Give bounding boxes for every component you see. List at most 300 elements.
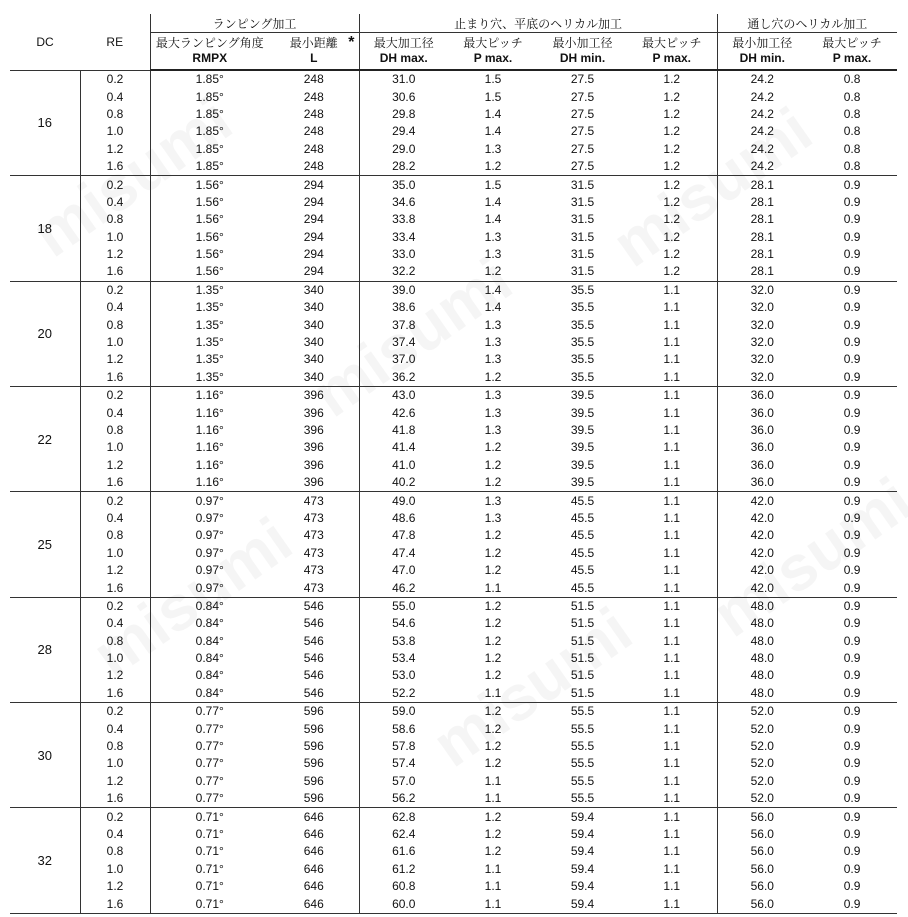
dh-min-blind-cell: 45.5 <box>538 579 627 597</box>
table-row <box>10 527 897 544</box>
dc-cell: 18 <box>10 176 80 281</box>
p-max-blind-cell: 1.2 <box>484 528 502 543</box>
l-cell: 646 <box>303 879 324 894</box>
re-cell: 0.2 <box>80 387 150 405</box>
dh-min-through-cell: 42.0 <box>717 562 807 579</box>
p-max-through-cell: 0.9 <box>843 598 861 613</box>
p-max-blind-cell: 1.2 <box>448 263 538 281</box>
re-cell: 1.6 <box>80 685 150 703</box>
table-row <box>10 351 897 368</box>
table-row <box>10 474 897 492</box>
p-max-blind-cell: 1.3 <box>484 423 502 437</box>
dh-max-cell: 28.2 <box>359 158 448 176</box>
p-max-blind-cell: 1.2 <box>484 756 502 771</box>
p-max-blind-cell: 1.4 <box>484 212 502 227</box>
dh-min-through-cell: 28.1 <box>717 176 807 194</box>
p-max-blind-2-cell: 1.1 <box>627 685 717 703</box>
table-row <box>10 281 897 299</box>
l-cell: 473 <box>303 528 324 543</box>
group-header-through-helical: 通し穴のヘリカル加工 <box>717 14 897 33</box>
dh-min-blind-cell: 27.5 <box>570 89 595 104</box>
table-row <box>10 176 897 194</box>
p-max-through-cell: 0.9 <box>807 474 897 492</box>
l-cell: 340 <box>303 335 324 350</box>
dh-max-cell: 55.0 <box>359 597 448 615</box>
dh-max-cell: 41.0 <box>359 457 448 474</box>
p-max-blind-cell: 1.4 <box>484 194 502 209</box>
l-cell: 546 <box>303 668 324 683</box>
l-cell: 396 <box>303 440 324 455</box>
dc-cell: 30 <box>10 703 80 808</box>
rmpx-cell: 1.16° <box>150 422 269 439</box>
rmpx-cell: 0.77° <box>150 790 269 808</box>
rmpx-cell: 0.71° <box>150 861 269 878</box>
dh-min-through-cell: 56.0 <box>717 861 807 878</box>
dh-min-through-cell: 36.0 <box>717 439 807 456</box>
dh-min-blind-cell: 31.5 <box>570 177 595 192</box>
p-max-blind-cell: 1.2 <box>484 563 502 578</box>
re-cell: 0.4 <box>80 510 150 527</box>
dh-max-cell: 30.6 <box>359 88 448 105</box>
col-header-dh-max: 最大加工径 DH max. <box>359 33 448 71</box>
l-cell: 248 <box>303 124 324 139</box>
p-max-blind-cell: 1.2 <box>448 474 538 492</box>
l-cell: 248 <box>303 89 324 104</box>
dh-min-through-cell: 24.2 <box>717 88 807 105</box>
l-cell: 596 <box>303 704 324 719</box>
re-cell: 1.6 <box>80 158 150 176</box>
dh-min-blind-cell: 55.5 <box>570 739 595 754</box>
table-row <box>10 615 897 632</box>
col-header-rmpx: 最大ランピング角度 RMPX <box>150 33 269 71</box>
col-header-p-max-through: 最大ピッチ P max. <box>807 33 897 71</box>
dh-max-cell: 57.4 <box>359 755 448 772</box>
table-row <box>10 70 897 88</box>
dh-min-through-cell: 42.0 <box>717 510 807 527</box>
p-max-through-cell: 0.9 <box>843 457 861 472</box>
dh-min-blind-cell: 55.5 <box>570 773 595 788</box>
re-cell: 1.2 <box>80 562 150 579</box>
dh-max-cell: 62.8 <box>359 808 448 826</box>
dc-cell: 20 <box>10 281 80 386</box>
rmpx-cell: 1.35° <box>150 281 269 299</box>
l-cell: 596 <box>303 773 324 788</box>
dh-min-through-cell: 56.0 <box>717 895 807 913</box>
table-row <box>10 106 897 123</box>
p-max-blind-cell: 1.1 <box>448 790 538 808</box>
col-header-l: 最小距離 L * <box>269 33 359 71</box>
dh-max-cell: 57.8 <box>359 738 448 755</box>
dh-max-cell: 46.2 <box>359 579 448 597</box>
rmpx-cell: 1.56° <box>150 246 269 263</box>
table-row <box>10 229 897 246</box>
dh-max-cell: 33.4 <box>359 229 448 246</box>
p-max-through-cell: 0.9 <box>843 317 861 332</box>
l-cell: 473 <box>303 563 324 578</box>
col-header-dh-min-blind: 最小加工径 DH min. <box>538 33 627 71</box>
table-row <box>10 790 897 808</box>
rmpx-cell: 1.85° <box>150 141 269 158</box>
dh-min-blind-cell: 39.5 <box>570 405 595 420</box>
p-max-blind-cell: 1.2 <box>484 651 502 666</box>
table-row <box>10 510 897 527</box>
l-cell: 596 <box>269 790 359 808</box>
l-cell: 396 <box>303 423 324 437</box>
re-cell: 0.2 <box>80 597 150 615</box>
dh-min-through-cell: 48.0 <box>717 615 807 632</box>
p-max-through-cell: 0.9 <box>843 844 861 859</box>
p-max-blind-2-cell: 1.1 <box>627 579 717 597</box>
p-max-through-cell: 0.9 <box>843 739 861 754</box>
p-max-blind-2-cell: 1.1 <box>663 317 681 332</box>
re-cell: 1.6 <box>80 263 150 281</box>
p-max-through-cell: 0.9 <box>843 212 861 227</box>
dh-min-blind-cell: 55.5 <box>538 790 627 808</box>
p-max-blind-2-cell: 1.1 <box>663 668 681 683</box>
table-row <box>10 633 897 650</box>
l-cell: 596 <box>303 721 324 736</box>
dc-header: DC <box>10 14 80 70</box>
p-max-blind-cell: 1.3 <box>484 493 502 508</box>
dh-min-through-cell: 24.2 <box>717 106 807 123</box>
re-header: RE <box>80 14 150 70</box>
p-max-through-cell: 0.9 <box>843 194 861 209</box>
re-cell: 0.8 <box>80 633 150 650</box>
p-max-blind-2-cell: 1.2 <box>627 263 717 281</box>
dh-min-through-cell: 28.1 <box>717 263 807 281</box>
p-max-blind-cell: 1.1 <box>448 895 538 913</box>
p-max-blind-cell: 1.4 <box>484 106 502 121</box>
dh-min-through-cell: 36.0 <box>717 422 807 439</box>
re-cell: 0.8 <box>80 843 150 860</box>
p-max-blind-cell: 1.3 <box>484 317 502 332</box>
dh-min-through-cell: 48.0 <box>717 650 807 667</box>
dh-min-blind-cell: 51.5 <box>570 616 595 631</box>
table-row <box>10 579 897 597</box>
p-max-through-cell: 0.9 <box>843 247 861 262</box>
rmpx-cell: 0.84° <box>150 597 269 615</box>
rmpx-cell: 0.84° <box>150 633 269 650</box>
rmpx-cell: 1.85° <box>150 88 269 105</box>
p-max-blind-2-cell: 1.2 <box>663 72 681 87</box>
table-row <box>10 878 897 895</box>
p-max-through-cell: 0.8 <box>807 158 897 176</box>
table-row <box>10 422 897 439</box>
dh-min-blind-cell: 55.5 <box>570 704 595 719</box>
dh-max-cell: 61.6 <box>359 843 448 860</box>
re-cell: 1.6 <box>80 790 150 808</box>
p-max-blind-cell: 1.2 <box>484 668 502 683</box>
dh-min-blind-cell: 35.5 <box>538 369 627 387</box>
table-row <box>10 895 897 913</box>
rmpx-cell: 0.77° <box>150 738 269 755</box>
dh-max-cell: 60.0 <box>359 895 448 913</box>
p-max-blind-2-cell: 1.2 <box>663 89 681 104</box>
dh-min-blind-cell: 35.5 <box>570 300 595 315</box>
p-max-through-cell: 0.9 <box>843 809 861 824</box>
dh-max-cell: 42.6 <box>359 404 448 421</box>
dh-min-blind-cell: 59.4 <box>570 844 595 859</box>
p-max-through-cell: 0.9 <box>843 510 861 525</box>
dh-min-blind-cell: 55.5 <box>570 721 595 736</box>
table-row <box>10 439 897 456</box>
dh-min-blind-cell: 45.5 <box>570 545 595 560</box>
rmpx-cell: 0.84° <box>150 685 269 703</box>
table-row <box>10 667 897 684</box>
p-max-blind-2-cell: 1.1 <box>663 352 681 367</box>
p-max-blind-2-cell: 1.1 <box>663 861 681 876</box>
dh-min-blind-cell: 55.5 <box>570 756 595 771</box>
p-max-blind-cell: 1.2 <box>484 440 502 455</box>
dh-max-cell: 33.0 <box>359 246 448 263</box>
re-cell: 1.0 <box>80 650 150 667</box>
re-cell: 0.2 <box>80 176 150 194</box>
table-row <box>10 703 897 721</box>
l-cell: 646 <box>303 826 324 841</box>
dc-cell: 28 <box>10 597 80 702</box>
l-cell: 546 <box>269 685 359 703</box>
dh-min-blind-cell: 59.4 <box>570 879 595 894</box>
l-cell: 340 <box>269 369 359 387</box>
rmpx-cell: 1.35° <box>150 316 269 333</box>
p-max-blind-cell: 1.2 <box>448 158 538 176</box>
p-max-blind-2-cell: 1.1 <box>663 598 681 613</box>
l-cell: 294 <box>303 194 324 209</box>
p-max-blind-2-cell: 1.1 <box>663 633 681 648</box>
table-row <box>10 141 897 158</box>
table-row <box>10 755 897 772</box>
p-max-blind-cell: 1.1 <box>484 773 502 788</box>
rmpx-cell: 1.85° <box>150 106 269 123</box>
rmpx-cell: 1.35° <box>150 334 269 351</box>
p-max-blind-2-cell: 1.1 <box>663 879 681 894</box>
re-cell: 1.0 <box>80 545 150 562</box>
dh-max-cell: 33.8 <box>359 211 448 228</box>
p-max-blind-2-cell: 1.1 <box>663 616 681 631</box>
p-max-blind-cell: 1.5 <box>484 89 502 104</box>
dh-max-cell: 37.0 <box>359 351 448 368</box>
dh-min-blind-cell: 35.5 <box>570 335 595 350</box>
l-cell: 294 <box>303 212 324 227</box>
dh-min-through-cell: 32.0 <box>717 281 807 299</box>
l-cell: 546 <box>303 633 324 648</box>
p-max-blind-cell: 1.2 <box>484 616 502 631</box>
p-max-blind-2-cell: 1.2 <box>663 177 681 192</box>
p-max-blind-2-cell: 1.2 <box>663 106 681 121</box>
re-cell: 1.2 <box>80 457 150 474</box>
p-max-through-cell: 0.9 <box>843 440 861 455</box>
rmpx-cell: 0.97° <box>150 527 269 544</box>
table-row <box>10 457 897 474</box>
p-max-blind-2-cell: 1.1 <box>663 545 681 560</box>
rmpx-cell: 1.16° <box>150 474 269 492</box>
dh-min-through-cell: 52.0 <box>717 738 807 755</box>
rmpx-cell: 1.16° <box>150 404 269 421</box>
table-row <box>10 826 897 843</box>
p-max-blind-cell: 1.2 <box>484 598 502 613</box>
dh-max-cell: 60.8 <box>359 878 448 895</box>
p-max-blind-cell: 1.1 <box>484 879 502 894</box>
rmpx-cell: 1.85° <box>150 70 269 88</box>
dh-min-blind-cell: 27.5 <box>570 72 595 87</box>
table-row <box>10 545 897 562</box>
p-max-blind-2-cell: 1.1 <box>627 369 717 387</box>
rmpx-cell: 1.56° <box>150 263 269 281</box>
p-max-blind-cell: 1.2 <box>484 545 502 560</box>
l-cell: 396 <box>303 388 324 403</box>
re-cell: 1.0 <box>80 861 150 878</box>
dh-min-blind-cell: 59.4 <box>570 809 595 824</box>
p-max-blind-cell: 1.2 <box>484 739 502 754</box>
p-max-through-cell: 0.9 <box>807 579 897 597</box>
re-cell: 0.8 <box>80 211 150 228</box>
p-max-blind-cell: 1.1 <box>448 579 538 597</box>
l-cell: 646 <box>303 844 324 859</box>
dh-max-cell: 29.0 <box>359 141 448 158</box>
dh-max-cell: 37.4 <box>359 334 448 351</box>
p-max-blind-2-cell: 1.1 <box>663 405 681 420</box>
re-cell: 1.2 <box>80 878 150 895</box>
p-max-through-cell: 0.9 <box>843 633 861 648</box>
table-row <box>10 404 897 421</box>
p-max-through-cell: 0.9 <box>843 826 861 841</box>
l-cell: 546 <box>303 598 324 613</box>
dh-min-through-cell: 52.0 <box>717 790 807 808</box>
dh-max-cell: 56.2 <box>359 790 448 808</box>
dh-min-blind-cell: 35.5 <box>570 317 595 332</box>
re-cell: 0.2 <box>80 703 150 721</box>
dh-min-blind-cell: 39.5 <box>570 388 595 403</box>
dh-min-blind-cell: 51.5 <box>570 651 595 666</box>
dh-min-blind-cell: 27.5 <box>570 141 595 156</box>
l-cell: 294 <box>303 247 324 262</box>
dh-max-cell: 32.2 <box>359 263 448 281</box>
l-cell: 248 <box>269 158 359 176</box>
dh-max-cell: 38.6 <box>359 299 448 316</box>
dh-max-cell: 53.0 <box>359 667 448 684</box>
l-cell: 596 <box>303 756 324 771</box>
dh-max-cell: 47.4 <box>359 545 448 562</box>
l-cell: 646 <box>303 861 324 876</box>
dh-max-cell: 29.8 <box>359 106 448 123</box>
table-row <box>10 720 897 737</box>
dh-max-cell: 48.6 <box>359 510 448 527</box>
dh-max-cell: 36.2 <box>359 369 448 387</box>
table-row <box>10 597 897 615</box>
p-max-blind-cell: 1.4 <box>484 282 502 297</box>
dh-min-blind-cell: 39.5 <box>538 474 627 492</box>
re-cell: 0.2 <box>80 70 150 88</box>
p-max-blind-2-cell: 1.1 <box>663 300 681 315</box>
table-row <box>10 843 897 860</box>
rmpx-cell: 1.56° <box>150 194 269 211</box>
dh-max-cell: 40.2 <box>359 474 448 492</box>
p-max-blind-2-cell: 1.1 <box>627 790 717 808</box>
l-cell: 596 <box>303 739 324 754</box>
re-cell: 1.6 <box>80 579 150 597</box>
p-max-through-cell: 0.8 <box>843 141 861 156</box>
dh-min-through-cell: 32.0 <box>717 316 807 333</box>
dh-min-through-cell: 36.0 <box>717 457 807 474</box>
dh-min-blind-cell: 31.5 <box>570 247 595 262</box>
l-cell: 473 <box>269 579 359 597</box>
dh-min-through-cell: 48.0 <box>717 633 807 650</box>
table-row <box>10 158 897 176</box>
p-max-through-cell: 0.9 <box>843 405 861 420</box>
p-max-blind-cell: 1.2 <box>484 844 502 859</box>
l-cell: 248 <box>303 106 324 121</box>
p-max-blind-cell: 1.1 <box>484 861 502 876</box>
rmpx-cell: 0.77° <box>150 720 269 737</box>
re-cell: 0.4 <box>80 88 150 105</box>
col-header-p-max-blind: 最大ピッチ P max. <box>448 33 538 71</box>
dh-max-cell: 54.6 <box>359 615 448 632</box>
dh-min-through-cell: 36.0 <box>717 404 807 421</box>
dh-min-through-cell: 48.0 <box>717 667 807 684</box>
dh-min-through-cell: 36.0 <box>717 474 807 492</box>
dh-min-blind-cell: 27.5 <box>538 158 627 176</box>
dh-max-cell: 41.4 <box>359 439 448 456</box>
p-max-through-cell: 0.9 <box>843 423 861 437</box>
rmpx-cell: 0.71° <box>150 843 269 860</box>
re-cell: 1.6 <box>80 895 150 913</box>
spec-table <box>10 14 897 914</box>
dh-max-cell: 35.0 <box>359 176 448 194</box>
dh-min-through-cell: 52.0 <box>717 720 807 737</box>
p-max-blind-2-cell: 1.2 <box>663 124 681 139</box>
p-max-through-cell: 0.9 <box>843 756 861 771</box>
p-max-through-cell: 0.9 <box>807 685 897 703</box>
p-max-through-cell: 0.9 <box>843 616 861 631</box>
group-header-blind-helical: 止まり穴、平底のヘリカル加工 <box>359 14 717 33</box>
table-row <box>10 123 897 140</box>
dh-max-cell: 52.2 <box>359 685 448 703</box>
p-max-blind-2-cell: 1.1 <box>663 809 681 824</box>
re-cell: 1.0 <box>80 439 150 456</box>
l-cell: 294 <box>303 229 324 244</box>
p-max-through-cell: 0.9 <box>843 300 861 315</box>
p-max-blind-2-cell: 1.1 <box>663 440 681 455</box>
p-max-through-cell: 0.9 <box>843 493 861 508</box>
table-row <box>10 369 897 387</box>
re-cell: 1.2 <box>80 773 150 790</box>
table-row <box>10 773 897 790</box>
dh-min-blind-cell: 59.4 <box>570 826 595 841</box>
l-cell: 248 <box>303 72 324 87</box>
dh-max-cell: 29.4 <box>359 123 448 140</box>
table-row <box>10 861 897 878</box>
dh-max-cell: 37.8 <box>359 316 448 333</box>
dh-min-through-cell: 36.0 <box>717 387 807 405</box>
p-max-through-cell: 0.9 <box>843 704 861 719</box>
p-max-blind-cell: 1.2 <box>484 457 502 472</box>
p-max-blind-2-cell: 1.1 <box>663 651 681 666</box>
p-max-blind-cell: 1.2 <box>484 633 502 648</box>
dh-min-blind-cell: 45.5 <box>570 528 595 543</box>
re-cell: 0.8 <box>80 106 150 123</box>
l-cell: 340 <box>303 317 324 332</box>
p-max-through-cell: 0.8 <box>843 89 861 104</box>
l-cell: 473 <box>303 493 324 508</box>
rmpx-cell: 1.85° <box>150 158 269 176</box>
dh-min-through-cell: 28.1 <box>717 211 807 228</box>
re-cell: 0.2 <box>80 492 150 510</box>
p-max-through-cell: 0.9 <box>843 879 861 894</box>
dh-max-cell: 58.6 <box>359 720 448 737</box>
dh-min-through-cell: 52.0 <box>717 755 807 772</box>
l-cell: 294 <box>303 177 324 192</box>
p-max-through-cell: 0.9 <box>843 229 861 244</box>
